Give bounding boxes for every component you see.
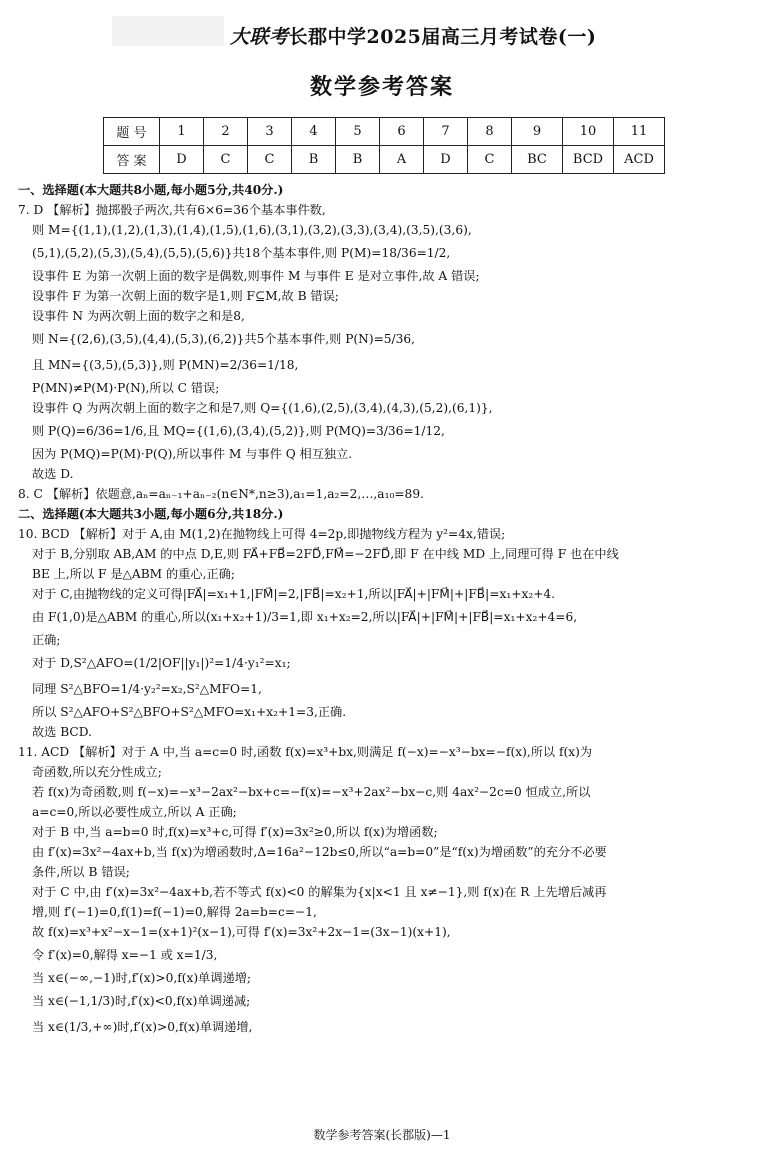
answer-cell: ACD — [614, 146, 665, 174]
question-number: 10 — [563, 118, 614, 146]
question-number: 5 — [336, 118, 380, 146]
answer-cell: C — [468, 146, 512, 174]
page-footer: 数学参考答案(长郡版)—1 — [313, 1128, 451, 1142]
solution-line: 则 N={(2,6),(3,5),(4,4),(5,3),(6,2)}共5个基本事件,则 P(N)=5/36, — [32, 332, 416, 346]
solution-line: 由 F(1,0)是△ABM 的重心,所以(x₁+x₂+1)/3=1,即 x₁+x₂=2,所以|FA⃗|+|FM⃗|+|FB⃗|=x₁+x₂+4=6, — [32, 610, 578, 624]
solution-line: 故选 BCD. — [32, 725, 92, 739]
solution-line: 设事件 N 为两次朝上面的数字之和是8, — [32, 309, 245, 323]
solution-line: (5,1),(5,2),(5,3),(5,4),(5,5),(5,6)}共18个基本事件,则 P(M)=18/36=1/2, — [32, 246, 451, 260]
answer-table-answer-row — [104, 146, 665, 174]
solution-line: 11. ACD 【解析】对于 A 中,当 a=c=0 时,函数 f(x)=x³+bx,则满足 f(−x)=−x³−bx=−f(x),所以 f(x)为 — [18, 745, 593, 759]
solution-line: 由 f′(x)=3x²−4ax+b,当 f(x)为增函数时,Δ=16a²−12b≤0,所以“a=b=0”是“f(x)为增函数”的充分不必要 — [32, 845, 607, 859]
solution-line: 当 x∈(1/3,+∞)时,f′(x)>0,f(x)单调递增, — [32, 1020, 253, 1034]
question-number: 9 — [512, 118, 563, 146]
row-label-number: 题 号 — [104, 118, 160, 146]
solution-line: 设事件 F 为第一次朝上面的数字是1,则 F⊆M,故 B 错误; — [32, 289, 339, 303]
answer-cell: BCD — [563, 146, 614, 174]
solution-line: P(MN)≠P(M)·P(N),所以 C 错误; — [32, 381, 220, 395]
solution-line: 条件,所以 B 错误; — [32, 865, 130, 879]
solution-line: 对于 C,由抛物线的定义可得|FA⃗|=x₁+1,|FM⃗|=2,|FB⃗|=x₂+1,所以|FA⃗|+|FM⃗|+|FB⃗|=x₁+x₂+4. — [32, 587, 556, 601]
answer-cell: BC — [512, 146, 563, 174]
page-header — [230, 22, 596, 49]
question-number: 11 — [614, 118, 665, 146]
answer-cell: C — [248, 146, 292, 174]
solution-line: 当 x∈(−∞,−1)时,f′(x)>0,f(x)单调递增; — [32, 971, 251, 985]
answer-cell: A — [380, 146, 424, 174]
answer-cell: D — [160, 146, 204, 174]
solution-line: 设事件 Q 为两次朝上面的数字之和是7,则 Q={(1,6),(2,5),(3,4),(4,3),(5,2),(6,1)}, — [32, 401, 493, 415]
solution-line: 所以 S²△AFO+S²△BFO+S²△MFO=x₁+x₂+1=3,正确. — [32, 705, 347, 719]
solution-line: a=c=0,所以必要性成立,所以 A 正确; — [32, 805, 237, 819]
solution-line: 故 f(x)=x³+x²−x−1=(x+1)²(x−1),可得 f′(x)=3x²+2x−1=(3x−1)(x+1), — [32, 925, 451, 939]
question-number: 6 — [380, 118, 424, 146]
solution-line: 因为 P(MQ)=P(M)·P(Q),所以事件 M 与事件 Q 相互独立. — [32, 447, 353, 461]
solution-line: 正确; — [32, 633, 61, 647]
solution-line: 增,则 f′(−1)=0,f(1)=f(−1)=0,解得 2a=b=c=−1, — [32, 905, 317, 919]
solution-line: 若 f(x)为奇函数,则 f(−x)=−x³−2ax²−bx+c=−f(x)=−x³+2ax²−bx−c,则 4ax²−2c=0 恒成立,所以 — [32, 785, 591, 799]
solution-line: 7. D 【解析】抛掷骰子两次,共有6×6=36个基本事件数, — [18, 203, 326, 217]
solution-line: 对于 D,S²△AFO=(1/2|OF||y₁|)²=1/4·y₁²=x₁; — [32, 656, 291, 670]
solution-line: 则 P(Q)=6/36=1/6,且 MQ={(1,6),(3,4),(5,2)},则 P(MQ)=3/36=1/12, — [32, 424, 445, 438]
solution-line: 对于 C 中,由 f′(x)=3x²−4ax+b,若不等式 f(x)<0 的解集为{x|x<1 且 x≠−1},则 f(x)在 R 上先增后减再 — [32, 885, 607, 899]
solution-line: 故选 D. — [32, 467, 74, 481]
question-number: 8 — [468, 118, 512, 146]
answer-table-number-row — [104, 118, 665, 146]
solution-line: 则 M={(1,1),(1,2),(1,3),(1,4),(1,5),(1,6),(3,1),(3,2),(3,3),(3,4),(3,5),(3,6), — [32, 223, 472, 237]
section-heading: 二、选择题(本大题共3小题,每小题6分,共18分.) — [18, 507, 284, 521]
question-number: 2 — [204, 118, 248, 146]
question-number: 3 — [248, 118, 292, 146]
solution-line: 10. BCD 【解析】对于 A,由 M(1,2)在抛物线上可得 4=2p,即抛物线方程为 y²=4x,错误; — [18, 527, 506, 541]
question-number: 7 — [424, 118, 468, 146]
solution-line: 同理 S²△BFO=1/4·y₂²=x₂,S²△MFO=1, — [32, 682, 262, 696]
document-title: 数学参考答案 — [309, 74, 454, 100]
answer-cell: C — [204, 146, 248, 174]
answer-cell: B — [292, 146, 336, 174]
row-label-answer: 答 案 — [104, 146, 160, 174]
solution-line: BE 上,所以 F 是△ABM 的重心,正确; — [32, 567, 235, 581]
answer-cell: B — [336, 146, 380, 174]
solution-line: 对于 B,分别取 AB,AM 的中点 D,E,则 FA⃗+FB⃗=2FD⃗,FM⃗=−2FD⃗,即 F 在中线 MD 上,同理可得 F 也在中线 — [32, 547, 619, 561]
solution-line: 对于 B 中,当 a=b=0 时,f(x)=x³+c,可得 f′(x)=3x²≥0,所以 f(x)为增函数; — [32, 825, 438, 839]
solution-line: 令 f′(x)=0,解得 x=−1 或 x=1/3, — [32, 948, 218, 962]
answer-cell: D — [424, 146, 468, 174]
solution-body — [18, 180, 753, 1040]
header-brand: 大联考 — [230, 26, 289, 48]
solution-line: 当 x∈(−1,1/3)时,f′(x)<0,f(x)单调递减; — [32, 994, 251, 1008]
solution-line: 设事件 E 为第一次朝上面的数字是偶数,则事件 M 与事件 E 是对立事件,故 A 错误; — [32, 269, 480, 283]
question-number: 4 — [292, 118, 336, 146]
header-title: 长郡中学2025届高三月考试卷(一) — [288, 26, 597, 48]
section-heading: 一、选择题(本大题共8小题,每小题5分,共40分.) — [18, 183, 284, 197]
solution-line: 8. C 【解析】依题意,aₙ=aₙ₋₁+aₙ₋₂(n∈N*,n≥3),a₁=1,a₂=2,…,a₁₀=89. — [18, 487, 424, 501]
answer-table — [103, 117, 665, 174]
question-number: 1 — [160, 118, 204, 146]
blurred-logo — [112, 16, 224, 46]
solution-line: 奇函数,所以充分性成立; — [32, 765, 162, 779]
solution-line: 且 MN={(3,5),(5,3)},则 P(MN)=2/36=1/18, — [32, 358, 299, 372]
